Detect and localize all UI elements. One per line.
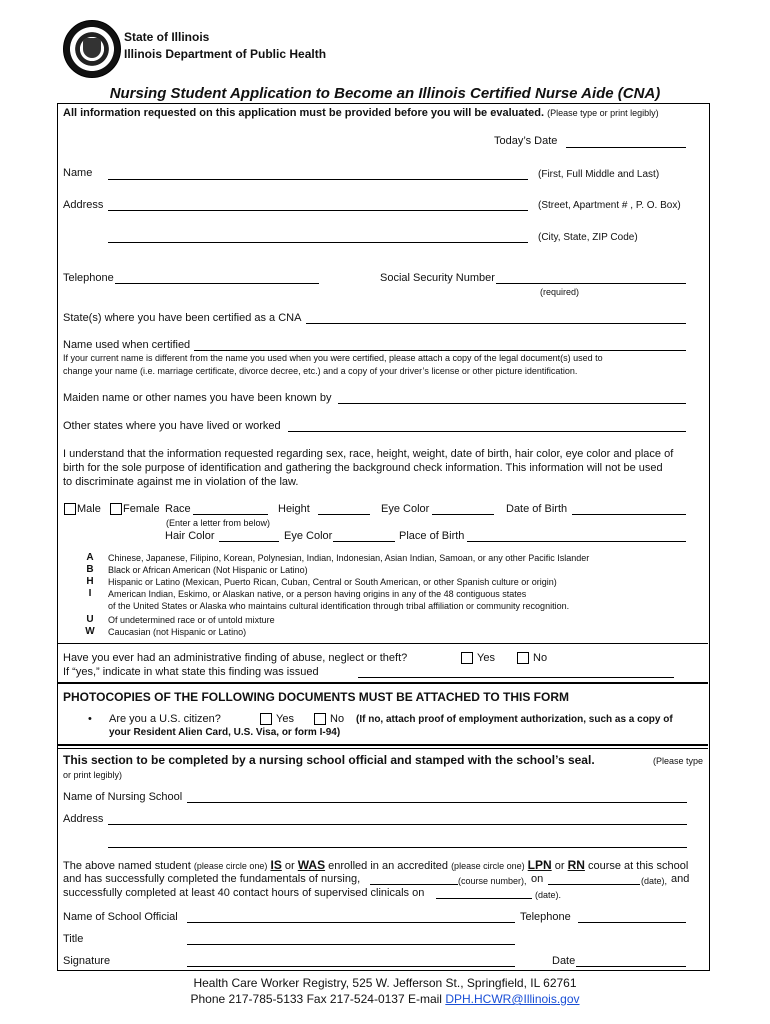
female-checkbox[interactable] <box>110 503 122 515</box>
male-checkbox[interactable] <box>64 503 76 515</box>
other-states-label: Other states where you have lived or worked <box>63 420 281 432</box>
intro-text: All information requested on this application must be provided before you will be evaluated. (Please type or print legibly) <box>63 107 659 119</box>
abuse-followup-label: If “yes,” indicate in what state this finding was issued <box>63 666 319 678</box>
fundamentals-text: and has successfully completed the fundamentals of nursing, <box>63 873 361 885</box>
was-option[interactable]: WAS <box>297 858 326 872</box>
section-divider-double-2 <box>57 748 708 749</box>
name-used-note-2: change your name (i.e. marriage certificate, divorce decree, etc.) and a copy of your driver’s license or other picture identification. <box>63 366 578 376</box>
official-telephone-label: Telephone <box>520 911 571 923</box>
abuse-yes-checkbox[interactable] <box>461 652 473 664</box>
abuse-no-label: No <box>533 652 548 664</box>
states-certified-label: State(s) where you have been certified as a CNA <box>63 312 302 324</box>
lpn-option[interactable]: LPN <box>527 858 552 872</box>
form-title: Nursing Student Application to Become an Illinois Certified Nurse Aide (CNA) <box>109 85 661 102</box>
fundamentals-date-label: (date), <box>641 876 668 886</box>
signature-date-label: Date <box>552 955 576 967</box>
abuse-no-checkbox[interactable] <box>517 652 529 664</box>
abuse-question: Have you ever had an administrative finding of abuse, neglect or theft? <box>63 652 408 664</box>
citizen-no-label: No <box>330 713 345 725</box>
fundamentals-date-field[interactable] <box>548 884 640 885</box>
citizen-note-1: (If no, attach proof of employment authorization, such as a copy of <box>356 714 673 725</box>
other-states-field[interactable] <box>288 431 686 432</box>
nursing-school-label: Name of Nursing School <box>63 791 183 803</box>
maiden-name-field[interactable] <box>338 403 686 404</box>
place-of-birth-field[interactable] <box>467 541 686 542</box>
section-divider <box>57 643 708 644</box>
citizen-yes-checkbox[interactable] <box>260 713 272 725</box>
race-hint: (Enter a letter from below) <box>166 518 271 528</box>
is-option[interactable]: IS <box>270 858 282 872</box>
rn-option[interactable]: RN <box>567 858 585 872</box>
abuse-state-field[interactable] <box>358 677 674 678</box>
states-certified-field[interactable] <box>306 323 686 324</box>
section-divider-double <box>57 744 708 746</box>
address-label: Address <box>63 199 104 211</box>
clinicals-date-field[interactable] <box>436 898 532 899</box>
on-label: on <box>531 873 544 885</box>
maiden-name-label: Maiden name or other names you have been known by <box>63 392 332 404</box>
nursing-school-field[interactable] <box>187 802 687 803</box>
address-street-field[interactable] <box>108 210 528 211</box>
signature-date-field[interactable] <box>576 966 686 967</box>
consent-line-1: I understand that the information requested regarding sex, race, height, weight, date of birth, hair color, eye color and place of <box>63 448 674 460</box>
place-of-birth-label: Place of Birth <box>399 530 465 542</box>
name-used-field[interactable] <box>194 350 686 351</box>
name-hint: (First, Full Middle and Last) <box>538 169 660 180</box>
eye-color-2-field[interactable] <box>333 541 395 542</box>
name-used-label: Name used when certified <box>63 339 191 351</box>
illinois-state-seal <box>63 20 121 78</box>
footer-address: Health Care Worker Registry, 525 W. Jefferson St., Springfield, IL 62761 <box>193 976 577 990</box>
citizen-note-2: your Resident Alien Card, U.S. Visa, or form I-94) <box>109 727 341 738</box>
citizen-no-checkbox[interactable] <box>314 713 326 725</box>
height-label: Height <box>278 503 310 515</box>
todays-date-label: Today’s Date <box>494 135 558 147</box>
dob-label: Date of Birth <box>506 503 568 515</box>
school-heading-note-1: (Please type <box>653 756 704 766</box>
height-field[interactable] <box>318 514 370 515</box>
female-label: Female <box>123 503 160 515</box>
telephone-label: Telephone <box>63 272 114 284</box>
clinicals-text: successfully completed at least 40 contact hours of supervised clinicals on <box>63 887 425 899</box>
race-field[interactable] <box>193 514 268 515</box>
telephone-field[interactable] <box>115 283 319 284</box>
address-city-hint: (City, State, ZIP Code) <box>538 232 638 243</box>
official-telephone-field[interactable] <box>578 922 686 923</box>
photocopies-heading: PHOTOCOPIES OF THE FOLLOWING DOCUMENTS MUST BE ATTACHED TO THIS FORM <box>63 690 569 704</box>
footer-contact: Phone 217-785-5133 Fax 217-524-0137 E-mail DPH.HCWR@Illinois.gov <box>190 992 580 1006</box>
dob-field[interactable] <box>572 514 686 515</box>
todays-date-field[interactable] <box>566 147 686 148</box>
school-address-field-2[interactable] <box>108 847 687 848</box>
name-label: Name <box>63 167 93 179</box>
and-label: and <box>671 873 690 885</box>
bullet: • <box>88 713 92 725</box>
citizen-question: Are you a U.S. citizen? <box>109 713 221 725</box>
address-city-field[interactable] <box>108 242 528 243</box>
ssn-field[interactable] <box>496 283 686 284</box>
male-label: Male <box>77 503 101 515</box>
official-title-label: Title <box>63 933 84 945</box>
clinicals-date-label: (date). <box>535 890 562 900</box>
course-number-label: (course number), <box>458 876 527 886</box>
consent-line-3: to discriminate against me in violation of the law. <box>63 476 299 488</box>
hair-color-field[interactable] <box>219 541 279 542</box>
school-section-heading: This section to be completed by a nursing school official and stamped with the school’s seal. <box>63 753 595 767</box>
course-number-field[interactable] <box>370 884 458 885</box>
school-heading-note-2: or print legibly) <box>63 770 123 780</box>
agency-state: State of Illinois <box>124 30 210 44</box>
signature-label: Signature <box>63 955 111 967</box>
hair-color-label: Hair Color <box>165 530 215 542</box>
section-divider-bold <box>57 682 708 684</box>
signature-field[interactable] <box>187 966 515 967</box>
official-name-field[interactable] <box>187 922 515 923</box>
school-address-field-1[interactable] <box>108 824 687 825</box>
email-link[interactable]: DPH.HCWR@Illinois.gov <box>445 992 580 1006</box>
enrollment-statement: The above named student (please circle one) IS or WAS enrolled in an accredited (please circle one) LPN or RN course at this school <box>63 858 689 872</box>
name-used-note-1: If your current name is different from the name you used when you were certified, please attach a copy of the legal document(s) used to <box>63 353 603 363</box>
consent-line-2: birth for the sole purpose of identification and gathering the background check information. This information will not be used <box>63 462 663 474</box>
race-label: Race <box>165 503 191 515</box>
eye-color-field[interactable] <box>432 514 494 515</box>
official-title-field[interactable] <box>187 944 515 945</box>
abuse-yes-label: Yes <box>477 652 495 664</box>
citizen-yes-label: Yes <box>276 713 294 725</box>
official-name-label: Name of School Official <box>63 911 178 923</box>
ssn-hint: (required) <box>540 287 580 297</box>
address-street-hint: (Street, Apartment # , P. O. Box) <box>538 200 681 211</box>
name-field[interactable] <box>108 179 528 180</box>
eye-color-2-label: Eye Color <box>284 530 333 542</box>
agency-department: Illinois Department of Public Health <box>124 47 327 61</box>
school-address-label: Address <box>63 813 104 825</box>
eye-color-label: Eye Color <box>381 503 430 515</box>
ssn-label: Social Security Number <box>380 272 495 284</box>
